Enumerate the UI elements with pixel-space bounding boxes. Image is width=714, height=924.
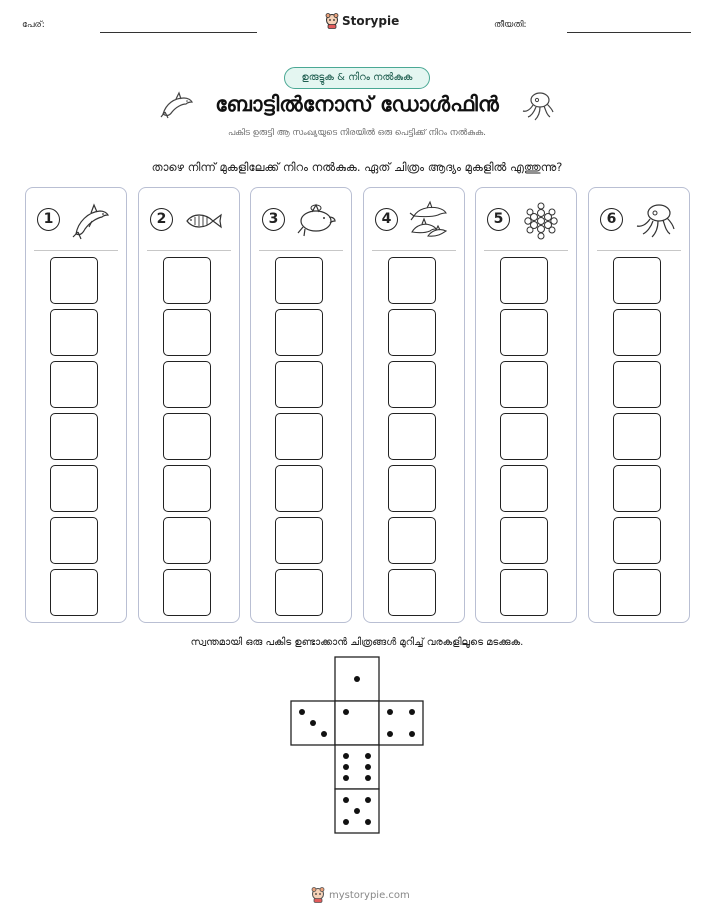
pip	[365, 753, 371, 759]
activity-tag: ഉരുട്ടുക & നിറം നൽകുക	[284, 67, 430, 89]
pip	[354, 808, 360, 814]
pip	[310, 720, 316, 726]
name-label: പേര്:	[22, 20, 45, 30]
brand-name: Storypie	[342, 14, 400, 28]
pip	[387, 731, 393, 737]
page-title: ബോട്ടിൽനോസ് ഡോൾഫിൻ	[215, 92, 499, 116]
pip	[365, 775, 371, 781]
pip	[343, 797, 349, 803]
footer	[311, 887, 410, 903]
footer-url[interactable]: mystorypie.com	[329, 889, 410, 901]
pip	[343, 709, 349, 715]
pip	[365, 764, 371, 770]
dice-face-right[interactable]	[379, 701, 423, 745]
storypie-mascot-icon	[311, 887, 325, 903]
column-number: 2	[150, 208, 173, 231]
column-number: 3	[262, 208, 285, 231]
column-number: 1	[37, 208, 60, 231]
pip	[387, 709, 393, 715]
pip	[299, 709, 305, 715]
dice-face-center[interactable]	[335, 701, 379, 745]
fold-instruction: സ്വന്തമായി ഒരു പകിട ഉണ്ടാക്കാൻ ചിത്രങ്ങൾ മുറിച്ച് വരകളിലൂടെ മടക്കുക.	[190, 637, 524, 648]
pip	[409, 709, 415, 715]
pip	[343, 764, 349, 770]
column-number: 6	[600, 208, 623, 231]
pip	[343, 819, 349, 825]
dice-face-lower[interactable]	[335, 745, 379, 789]
column-number: 4	[375, 208, 398, 231]
pip	[365, 797, 371, 803]
pip	[365, 819, 371, 825]
subtitle: പകിട ഉരുട്ടി ആ സംഖ്യയുടെ നിരയിൽ ഒരു പെട്ടിക്ക് നിറം നൽകുക.	[228, 128, 486, 138]
pip	[343, 753, 349, 759]
pip	[354, 676, 360, 682]
pip	[343, 775, 349, 781]
column-number: 5	[487, 208, 510, 231]
date-label: തീയതി:	[494, 20, 527, 30]
instruction: താഴെ നിന്ന് മുകളിലേക്ക് നിറം നൽകുക. ഏത് ചിത്രം ആദ്യം മുകളിൽ എത്തുന്നു?	[151, 160, 563, 174]
pip	[321, 731, 327, 737]
pip	[409, 731, 415, 737]
